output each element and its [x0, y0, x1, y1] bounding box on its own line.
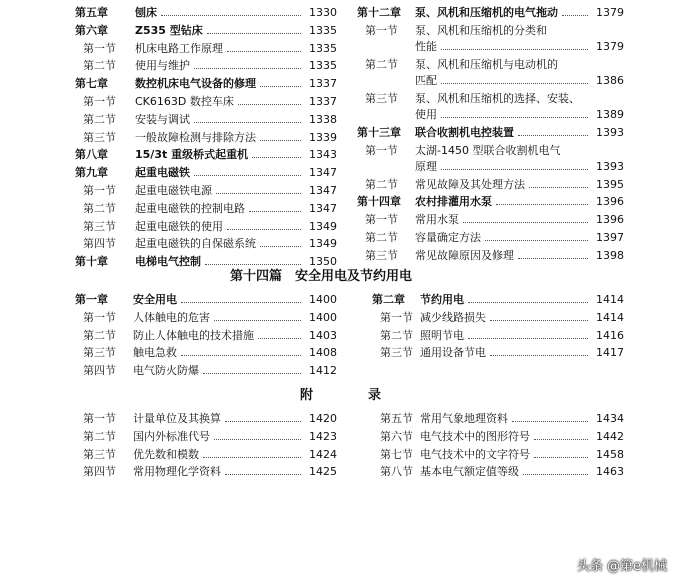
toc-section-row: [75, 182, 337, 200]
toc-leader-dots: [441, 38, 588, 50]
toc-page-number: 1396: [596, 213, 624, 227]
toc-leader-dots: [194, 111, 301, 123]
toc-entry-label: 第三节: [83, 346, 116, 360]
toc-leader-dots: [468, 291, 588, 303]
toc-page-number: 1347: [309, 183, 337, 197]
toc-page-number: 1386: [596, 73, 624, 87]
toc-entry-title: 常用物理化学资料: [133, 465, 221, 479]
toc-chapter-row: [357, 4, 624, 22]
appendix-title-char-2: 录: [368, 388, 382, 403]
toc-entry-title: 节约用电: [420, 293, 464, 306]
toc-page-number: 1424: [309, 447, 337, 461]
toc-section-row: [75, 428, 337, 446]
toc-leader-dots: [181, 291, 301, 303]
toc-leader-dots: [258, 327, 301, 339]
toc-entry-title: 优先数和模数: [133, 447, 199, 461]
toc-section-row: [75, 40, 337, 58]
toc-section-row: [357, 247, 624, 265]
toc-entry-label: 第四节: [83, 364, 116, 378]
toc-page-number: 1379: [596, 39, 624, 53]
watermark-text: 头条 @第e机械: [576, 559, 667, 574]
toc-chapter-row: [357, 193, 624, 211]
toc-entry-title: 机床电路工作原理: [135, 41, 223, 55]
toc-entry-title: 泵、风机和压缩机的电气拖动: [415, 6, 558, 19]
toc-leader-dots: [518, 124, 588, 136]
toc-chapter-row: [75, 291, 337, 309]
toc-page-number: 1335: [309, 23, 337, 37]
toc-leader-dots: [490, 309, 588, 321]
toc-page-number: 1420: [309, 412, 337, 425]
toc-entry-title: 使用与维护: [135, 59, 190, 73]
toc-entry-title: 15/3t 重级桥式起重机: [135, 148, 249, 162]
toc-entry-title-continued: 使用: [415, 107, 437, 121]
toc-section-row: [357, 229, 624, 247]
toc-leader-dots: [260, 235, 301, 247]
toc-leader-dots: [562, 4, 588, 16]
toc-entry-label: 第七节: [380, 447, 413, 461]
toc-entry-label: 第二节: [365, 57, 398, 71]
toc-page-number: 1400: [309, 293, 337, 306]
toc-entry-label: 第二节: [380, 328, 413, 342]
toc-leader-dots: [207, 22, 301, 34]
toc-leader-dots: [441, 72, 588, 84]
toc-entry-label: 第一节: [83, 41, 116, 55]
toc-entry-label: 第四节: [83, 465, 116, 479]
toc-leader-dots: [181, 344, 301, 356]
toc-entry-label: 第八节: [380, 465, 413, 479]
toc-section-row: [357, 176, 624, 194]
toc-entry-title: 联合收割机电控装置: [415, 125, 514, 139]
toc-entry-label: 第十三章: [357, 125, 401, 139]
toc-leader-dots: [225, 463, 301, 475]
toc-chapter-row: [372, 291, 624, 309]
toc-entry-label: 第五章: [75, 6, 108, 19]
toc-entry-label: 第八章: [75, 148, 108, 162]
toc-entry-label: 第六章: [75, 23, 108, 37]
toc-leader-dots: [260, 75, 301, 87]
toc-section-row: [372, 410, 624, 428]
toc-section-row: [372, 446, 624, 464]
toc-entry-label: 第九章: [75, 166, 108, 180]
toc-entry-label: 第一节: [380, 310, 413, 324]
toc-section-row: [357, 142, 624, 176]
toc-leader-dots: [205, 253, 301, 265]
toc-leader-dots: [214, 428, 301, 440]
toc-entry-title: 电梯电气控制: [135, 255, 201, 269]
toc-leader-dots: [227, 218, 301, 230]
toc-entry-label: 第一节: [83, 183, 116, 197]
toc-section-row: [75, 344, 337, 362]
toc-page-number: 1425: [309, 465, 337, 479]
part-14-title: 第十四篇 安全用电及节约用电: [230, 269, 413, 284]
toc-entry-label: 第一节: [83, 310, 116, 324]
toc-section-row: [357, 22, 624, 56]
toc-section-row: [75, 200, 337, 218]
toc-section-row: [75, 362, 337, 380]
toc-leader-dots: [249, 200, 301, 212]
toc-section-row: [372, 463, 624, 481]
toc-page-number: 1335: [309, 41, 337, 55]
toc-entry-title: 起重电磁铁电源: [135, 183, 212, 197]
toc-leader-dots: [518, 247, 588, 259]
toc-page-number: 1347: [309, 166, 337, 180]
toc-page-number: 1337: [309, 94, 337, 108]
toc-section-row: [75, 463, 337, 481]
toc-page-number: 1335: [309, 59, 337, 73]
toc-entry-title: 常见故障原因及修理: [415, 248, 514, 262]
toc-entry-title: 数控机床电气设备的修理: [135, 77, 256, 91]
toc-leader-dots: [463, 211, 588, 223]
toc-section-row: [75, 446, 337, 464]
toc-page-number: 1350: [309, 255, 337, 269]
toc-page-number: 1397: [596, 230, 624, 244]
toc-page-number: 1463: [596, 465, 624, 479]
toc-top-left-column: [75, 4, 337, 271]
toc-page-number: 1395: [596, 177, 624, 191]
toc-entry-title: CK6163D 数控车床: [135, 94, 234, 108]
toc-chapter-row: [75, 164, 337, 182]
toc-section-row: [75, 235, 337, 253]
toc-page-number: 1343: [309, 148, 337, 162]
toc-entry-title: 通用设备节电: [420, 346, 486, 360]
toc-entry-label: 第七章: [75, 77, 108, 91]
toc-section-row: [357, 90, 624, 124]
toc-entry-title: 电气防火防爆: [133, 364, 199, 378]
toc-page-number: 1414: [596, 310, 624, 324]
toc-entry-label: 第十二章: [357, 6, 401, 19]
toc-entry-title: 常用气象地理资料: [420, 412, 508, 425]
toc-entry-title: 电气技术中的文字符号: [420, 447, 530, 461]
toc-section-row: [75, 309, 337, 327]
toc-leader-dots: [216, 182, 301, 194]
toc-entry-label: 第二节: [83, 429, 116, 443]
toc-leader-dots: [485, 229, 588, 241]
toc-entry-title-continued: 原理: [415, 159, 437, 173]
appendix-title-char-1: 附: [300, 388, 314, 403]
toc-leader-dots: [227, 40, 301, 52]
toc-entry-title: 电气技术中的图形符号: [420, 429, 530, 443]
toc-entry-title-continued: 匹配: [415, 73, 437, 87]
toc-page-number: 1414: [596, 293, 624, 306]
toc-page-number: 1412: [309, 364, 337, 378]
toc-page-number: 1416: [596, 328, 624, 342]
toc-leader-dots: [512, 410, 588, 422]
toc-page-number: 1400: [309, 310, 337, 324]
toc-page-number: 1339: [309, 130, 337, 144]
toc-entry-label: 第一节: [83, 412, 116, 425]
toc-section-row: [75, 93, 337, 111]
toc-page-number: 1349: [309, 219, 337, 233]
toc-page-number: 1330: [309, 6, 337, 19]
toc-section-row: [372, 344, 624, 362]
toc-entry-title: 容量确定方法: [415, 230, 481, 244]
toc-chapter-row: [357, 124, 624, 142]
toc-entry-label: 第三节: [365, 248, 398, 262]
toc-entry-title: 常见故障及其处理方法: [415, 177, 525, 191]
toc-page-number: 1393: [596, 159, 624, 173]
appendix-right-column: [372, 410, 624, 481]
toc-entry-title: 国内外标准代号: [133, 429, 210, 443]
toc-entry-label: 第二节: [83, 201, 116, 215]
toc-chapter-row: [75, 75, 337, 93]
toc-entry-title: 触电急救: [133, 346, 177, 360]
toc-section-row: [372, 327, 624, 345]
toc-entry-title: 安装与调试: [135, 112, 190, 126]
toc-leader-dots: [534, 428, 588, 440]
toc-chapter-row: [75, 146, 337, 164]
toc-section-row: [75, 218, 337, 236]
toc-entry-title: Z535 型钻床: [135, 23, 203, 37]
toc-entry-title: 起重电磁铁的控制电路: [135, 201, 245, 215]
toc-entry-title: 安全用电: [133, 293, 177, 306]
toc-page-number: 1389: [596, 107, 624, 121]
toc-leader-dots: [441, 106, 588, 118]
toc-leader-dots: [523, 463, 588, 475]
toc-page-number: 1379: [596, 6, 624, 19]
toc-entry-label: 第四节: [83, 237, 116, 251]
toc-entry-label: 第二节: [365, 230, 398, 244]
toc-entry-label: 第十四章: [357, 195, 401, 209]
toc-leader-dots: [468, 327, 588, 339]
toc-leader-dots: [194, 57, 301, 69]
appendix-left-column: [75, 410, 337, 481]
toc-section-row: [75, 129, 337, 147]
toc-section-row: [357, 211, 624, 229]
toc-leader-dots: [194, 164, 301, 176]
toc-section-row: [75, 111, 337, 129]
toc-entry-title: 刨床: [135, 6, 157, 19]
toc-chapter-row: [75, 22, 337, 40]
toc-entry-title: 泵、风机和压缩机的选择、安装、: [415, 91, 580, 105]
toc-entry-label: 第一节: [365, 23, 398, 37]
toc-leader-dots: [260, 129, 301, 141]
toc-entry-title: 太湖-1450 型联合收割机电气: [415, 143, 561, 157]
toc-page-number: 1337: [309, 77, 337, 91]
toc-leader-dots: [161, 4, 301, 16]
toc-page-number: 1338: [309, 112, 337, 126]
toc-page-number: 1434: [596, 412, 624, 425]
toc-entry-title: 一般故障检测与排除方法: [135, 130, 256, 144]
toc-page-number: 1393: [596, 125, 624, 139]
toc-entry-label: 第一节: [365, 143, 398, 157]
toc-entry-label: 第三节: [83, 447, 116, 461]
toc-leader-dots: [252, 146, 301, 158]
toc-entry-title-continued: 性能: [415, 39, 437, 53]
toc-page-number: 1403: [309, 328, 337, 342]
toc-entry-label: 第一章: [75, 293, 108, 306]
toc-chapter-row: [75, 4, 337, 22]
toc-entry-title: 农村排灌用水泵: [415, 195, 492, 209]
toc-leader-dots: [238, 93, 301, 105]
toc-entry-label: 第三节: [380, 346, 413, 360]
toc-entry-label: 第二节: [83, 112, 116, 126]
toc-entry-label: 第六节: [380, 429, 413, 443]
toc-entry-title: 泵、风机和压缩机与电动机的: [415, 57, 558, 71]
toc-entry-label: 第二章: [372, 293, 405, 306]
toc-page-number: 1417: [596, 346, 624, 360]
toc-entry-label: 第三节: [365, 91, 398, 105]
toc-entry-title: 防止人体触电的技术措施: [133, 328, 254, 342]
toc-leader-dots: [534, 446, 588, 458]
toc-leader-dots: [496, 193, 588, 205]
toc-entry-label: 第二节: [83, 59, 116, 73]
toc-section-row: [75, 327, 337, 345]
toc-entry-title: 常用水泵: [415, 213, 459, 227]
toc-entry-title: 照明节电: [420, 328, 464, 342]
toc-page-number: 1347: [309, 201, 337, 215]
toc-page-number: 1423: [309, 429, 337, 443]
toc-page-number: 1396: [596, 195, 624, 209]
toc-section-row: [372, 309, 624, 327]
toc-entry-title: 基本电气额定值等级: [420, 465, 519, 479]
toc-entry-label: 第一节: [83, 94, 116, 108]
toc-leader-dots: [203, 362, 301, 374]
toc-entry-title: 减少线路损失: [420, 310, 486, 324]
toc-section-row: [372, 428, 624, 446]
part-14-left-column: [75, 291, 337, 380]
toc-entry-label: 第二节: [365, 177, 398, 191]
toc-leader-dots: [203, 446, 301, 458]
toc-section-row: [75, 57, 337, 75]
toc-entry-title: 人体触电的危害: [133, 310, 210, 324]
toc-entry-title: 计量单位及其换算: [133, 412, 221, 425]
toc-entry-label: 第二节: [83, 328, 116, 342]
toc-page-number: 1408: [309, 346, 337, 360]
toc-entry-title: 泵、风机和压缩机的分类和: [415, 23, 547, 37]
toc-leader-dots: [225, 410, 301, 422]
toc-leader-dots: [214, 309, 301, 321]
toc-entry-label: 第五节: [380, 412, 413, 425]
toc-page-number: 1349: [309, 237, 337, 251]
toc-entry-title: 起重电磁铁的自保磁系统: [135, 237, 256, 251]
toc-entry-label: 第一节: [365, 213, 398, 227]
toc-section-row: [75, 410, 337, 428]
toc-page-number: 1442: [596, 429, 624, 443]
toc-entry-label: 第十章: [75, 255, 108, 269]
toc-entry-title: 起重电磁铁: [135, 166, 190, 180]
toc-entry-label: 第三节: [83, 130, 116, 144]
toc-entry-label: 第三节: [83, 219, 116, 233]
toc-section-row: [357, 56, 624, 90]
toc-leader-dots: [441, 158, 588, 170]
toc-top-right-column: [357, 4, 624, 265]
toc-leader-dots: [490, 344, 588, 356]
part-14-right-column: [372, 291, 624, 362]
toc-leader-dots: [529, 176, 588, 188]
toc-page-number: 1458: [596, 447, 624, 461]
toc-entry-title: 起重电磁铁的使用: [135, 219, 223, 233]
toc-page-number: 1398: [596, 248, 624, 262]
